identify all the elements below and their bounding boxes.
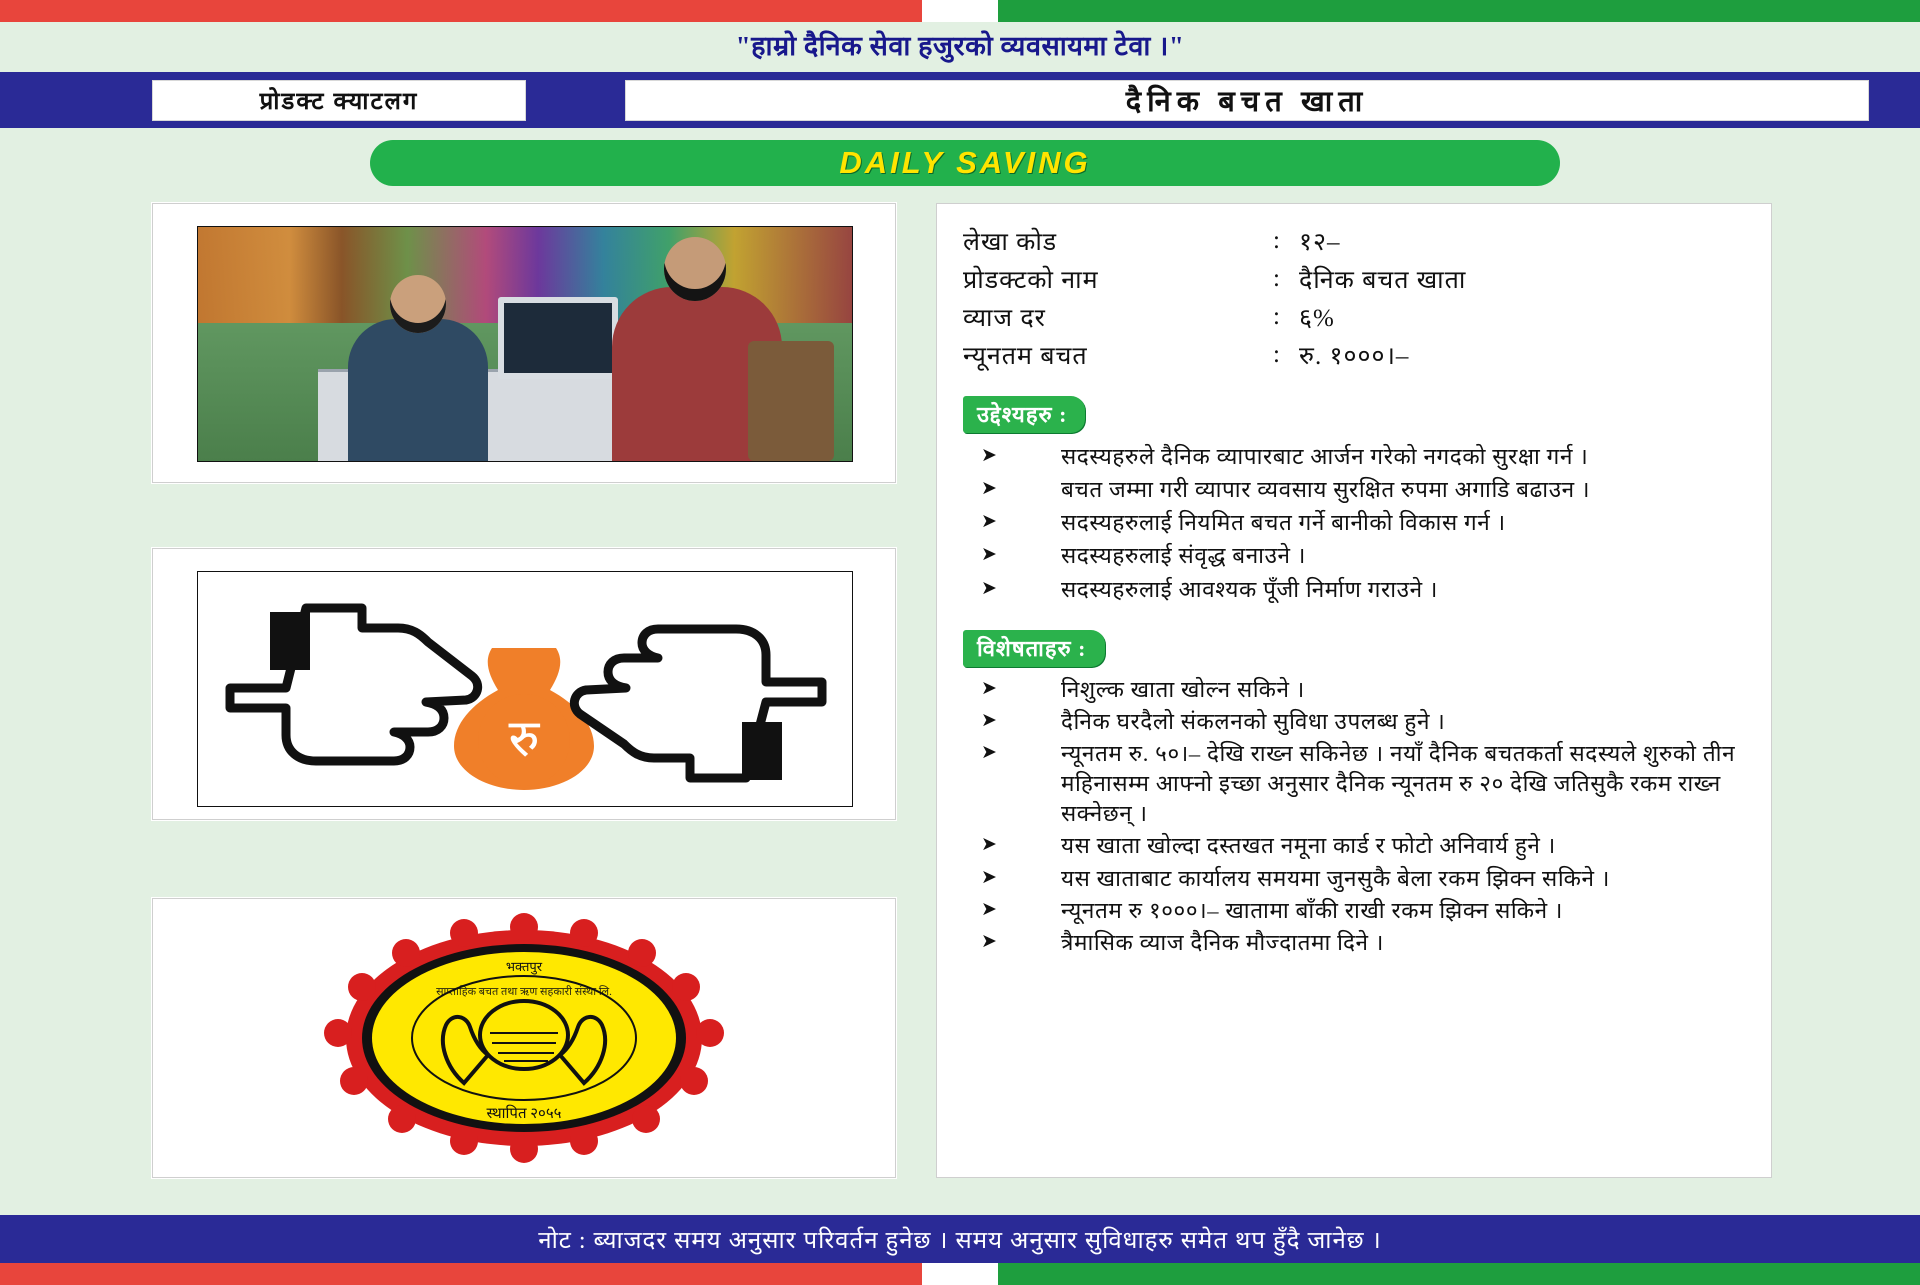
page-title: दैनिक बचत खाता [625,80,1869,121]
hand-money-frame [197,571,853,807]
list-item: ➤ न्यूनतम रु. ५०।– देखि राख्न सकिनेछ । नयाँ दैनिक बचतकर्ता सदस्यले शुरुको तीन महिनासम्म आफ्नो इच्छा अनुसार दैनिक न्यूनतम रु २० देखि जतिसुकै रकम राख्न सक्नेछन् । [963,739,1749,829]
detail-key: न्यूनतम बचत [963,343,1088,370]
features-list [963,675,1749,958]
detail-value: १२– [1299,229,1341,256]
list-item: ➤ सदस्यहरुलाई आवश्यक पूँजी निर्माण गराउने । [963,575,1749,605]
svg-text:भक्तपुर: भक्तपुर [505,959,543,974]
list-item: ➤ सदस्यहरुलाई नियमित बचत गर्ने बानीको विकास गर्न । [963,508,1749,538]
photo-card [152,203,896,483]
top-color-bar [0,0,1920,22]
slogan-text: "हाम्रो दैनिक सेवा हजुरको व्यवसायमा टेवा ।" [735,30,1185,61]
bottom-bar-red-segment [0,1263,922,1285]
detail-key: प्रोडक्टको नाम [963,267,1099,294]
svg-text:साप्ताहिक बचत तथा ऋण सहकारी सं: साप्ताहिक बचत तथा ऋण सहकारी संस्था लि. [436,986,612,998]
top-bar-red-segment [0,0,922,22]
list-item: ➤ सदस्यहरुलाई संवृद्ध बनाउने । [963,541,1749,571]
list-item: ➤ न्यूनतम रु १०००।– खातामा बाँकी राखी रकम झिक्न सकिने । [963,896,1749,926]
catalog-label-chip: प्रोडक्ट क्याटलग [152,80,526,121]
cooperative-seal-icon [309,913,739,1163]
customer-figure [348,319,488,462]
footer-note-text: नोट : ब्याजदर समय अनुसार परिवर्तन हुनेछ । समय अनुसार सुविधाहरु समेत थप हुँदै जानेछ । [538,1227,1382,1254]
list-item: ➤ यस खाताबाट कार्यालय समयमा जुनसुकै बेला रकम झिक्न सकिने । [963,864,1749,894]
table-row [963,260,1749,298]
hand-with-money-bag-icon [198,572,852,806]
detail-value: दैनिक बचत खाता [1299,267,1467,294]
photo-frame [197,226,853,462]
top-bar-green-segment [998,0,1920,22]
table-row [963,298,1749,336]
svg-text:रु: रु [508,711,540,768]
footer-note-strip [0,1215,1920,1263]
laptop-screen [498,297,618,379]
list-item: ➤ त्रैमासिक व्याज दैनिक मौज्दातमा दिने । [963,928,1749,958]
table-row [963,336,1749,374]
collector-bag [748,341,834,461]
product-detail-table [963,222,1749,374]
top-bar-white-segment [922,0,999,22]
list-item: ➤ दैनिक घरदैलो संकलनको सुविधा उपलब्ध हुने । [963,707,1749,737]
slogan-band [0,22,1920,66]
bottom-color-bar [0,1263,1920,1285]
detail-colon: : [1273,341,1280,368]
ribbon-label: DAILY SAVING [839,145,1091,180]
detail-key: लेखा कोड [963,229,1058,256]
list-item: ➤ बचत जम्मा गरी व्यापार व्यवसाय सुरक्षित रुपमा अगाडि बढाउन । [963,475,1749,505]
detail-value: ६% [1299,305,1335,332]
detail-colon: : [1273,265,1280,292]
product-details-panel [936,203,1772,1178]
detail-value: रु. १०००।– [1299,343,1410,370]
objectives-heading: उद्देश्यहरु : [963,396,1085,433]
objectives-list [963,442,1749,605]
svg-text:स्थापित २०५५: स्थापित २०५५ [486,1106,562,1122]
detail-key: व्याज दर [963,305,1046,332]
hand-money-card [152,548,896,820]
seal-wrapper [153,899,895,1177]
table-row [963,222,1749,260]
list-item: ➤ यस खाता खोल्दा दस्तखत नमूना कार्ड र फोटो अनिवार्य हुने । [963,831,1749,861]
cooperative-seal-card [152,898,896,1178]
daily-saving-ribbon [370,140,1560,186]
list-item: ➤ निशुल्क खाता खोल्न सकिने । [963,675,1749,705]
detail-colon: : [1273,303,1280,330]
bottom-bar-green-segment [998,1263,1920,1285]
list-item: ➤ सदस्यहरुले दैनिक व्यापारबाट आर्जन गरेको नगदको सुरक्षा गर्न । [963,442,1749,472]
features-heading: विशेषताहरु : [963,630,1105,667]
detail-colon: : [1273,227,1280,254]
collection-photo [198,227,852,461]
bottom-bar-white-segment [922,1263,999,1285]
